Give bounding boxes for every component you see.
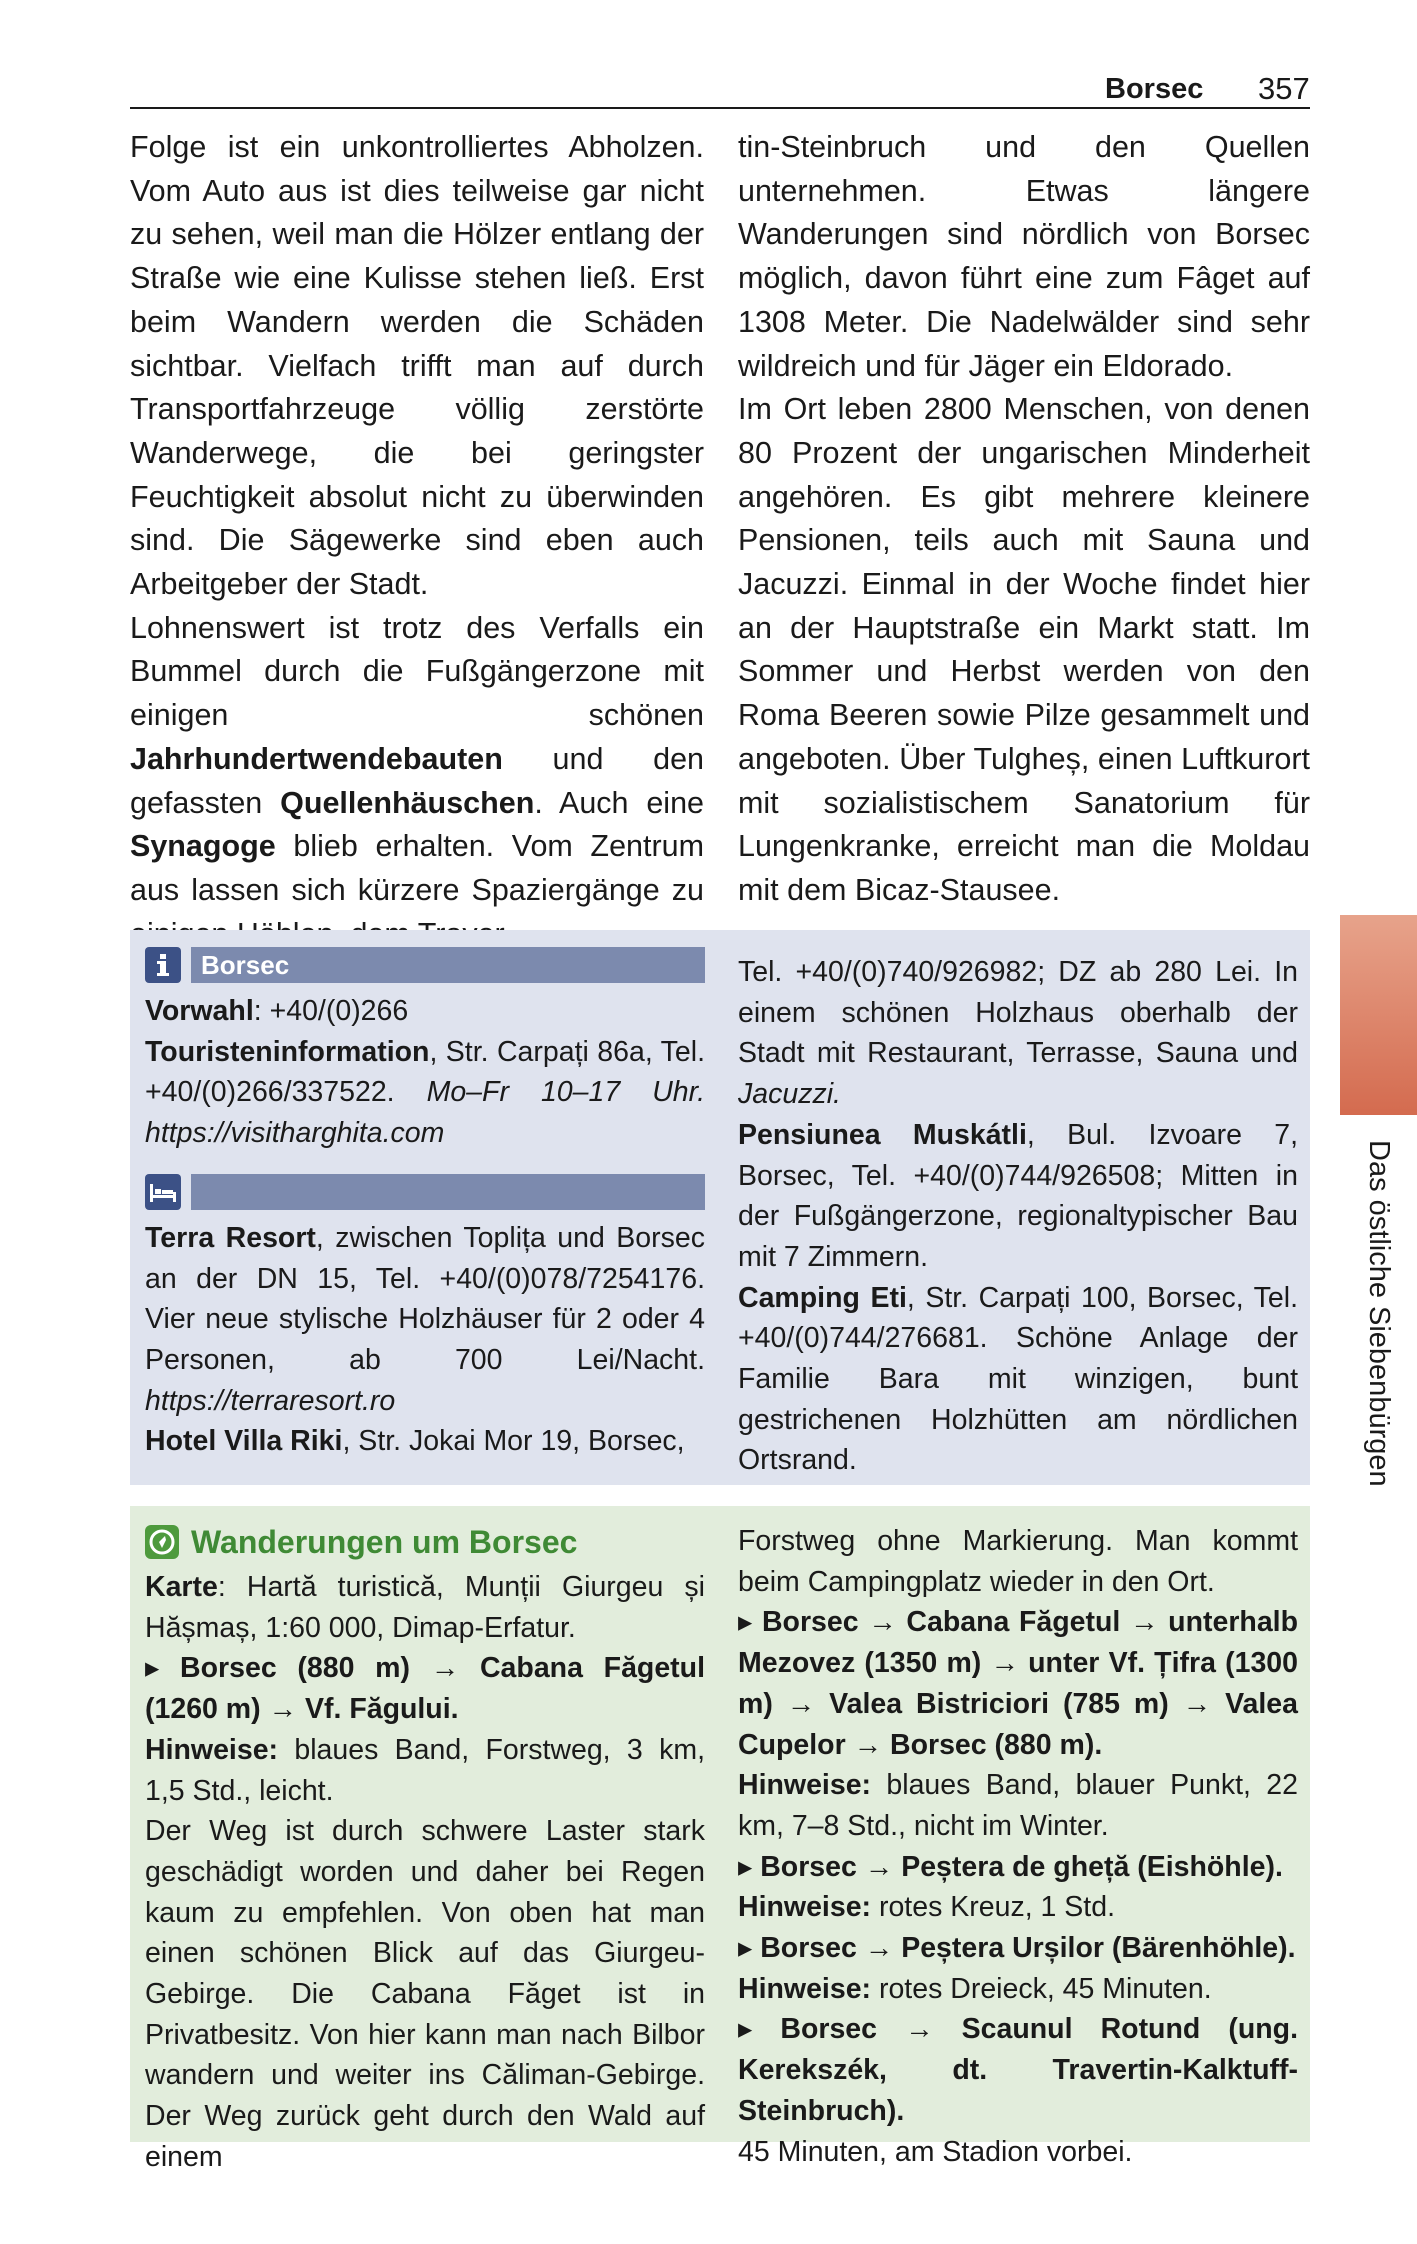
tourist-info-entry	[145, 1032, 705, 1154]
bold-term: Quellenhäuschen	[280, 785, 535, 820]
route-hint	[738, 1969, 1298, 2010]
running-header-title: Borsec	[1105, 73, 1204, 105]
route-hint	[738, 1765, 1298, 1846]
label: Pensiunea Muskátli	[738, 1118, 1027, 1151]
label: Hinweise:	[145, 1733, 279, 1766]
value: rotes Dreieck, 45 Minuten.	[871, 1972, 1212, 2005]
map-entry	[145, 1567, 705, 1648]
paragraph: Folge ist ein unkontrolliertes Abholzen. Vom Auto aus ist dies teilweise gar nicht zu sehen, weil man die Hölzer entlang der Straße wie eine Kulisse stehen ließ. Erst beim Wandern werden die Schäden sichtbar. Vielfach trifft man auf durch Transportfahrzeuge völlig zerstörte Wanderwege, die bei geringster Feuchtigkeit absolut nicht zu überwinden sind. Die Sägewerke sind eben auch Arbeitgeber der Stadt.	[130, 130, 704, 602]
value: , Bul. Izvoare 7, Borsec, Tel. +40/(0)744/926508; Mitten in der Fußgängerzone, regionaltypischer Bau mit 7 Zimmern.	[738, 1118, 1298, 1273]
bold-term: Jahrhundertwendebauten	[130, 741, 503, 776]
body-column-right	[738, 126, 1310, 913]
value: blaues Band, blauer Punkt, 22 km, 7–8 Std., nicht im Winter.	[738, 1769, 1298, 1842]
label: Camping Eti	[738, 1281, 907, 1314]
route-hint	[145, 1730, 705, 1811]
paragraph: Im Ort leben 2800 Menschen, von denen 80 Prozent der ungarischen Minderheit angehören. Es gibt mehrere kleinere Pensionen, teils auch mit Sauna und Jacuzzi. Einmal in der Woche findet hier an der Hauptstraße ein Markt statt. Im Sommer und Herbst werden von den Roma Beeren sowie Pilze gesammelt und angeboten. Über Tulgheș, einen Luftkurort mit sozialistischem Sanatorium für Lungenkranke, erreicht man die Moldau mit dem Bicaz-Stausee.	[738, 392, 1310, 907]
label: Hotel Villa Riki	[145, 1425, 343, 1458]
bold-term: Synagoge	[130, 829, 276, 864]
text: Lohnenswert ist trotz des Verfalls ein Bummel durch die Fußgängerzone mit einigen schönen	[130, 610, 704, 733]
value: rotes Kreuz, 1 Std.	[871, 1891, 1115, 1924]
route: ▸ Borsec (880 m) → Cabana Făgetul (1260 m) → Vf. Făgului.	[145, 1652, 705, 1726]
paragraph	[130, 607, 704, 957]
route-hint: 45 Minuten, am Stadion vorbei.	[738, 2135, 1133, 2168]
info-icon	[145, 947, 181, 983]
value: Tel. +40/(0)740/926982; DZ ab 280 Lei. In einem schönen Holzhaus oberhalb der Stadt mit Restaurant, Terrasse, Sauna und	[738, 956, 1298, 1070]
info-column-right	[738, 952, 1298, 1481]
value: blaues Band, Forstweg, 3 km, 1,5 Std., leicht.	[145, 1733, 705, 1807]
label: Hinweise:	[738, 1769, 872, 1802]
info-section-title: Borsec	[191, 947, 705, 983]
body-column-left	[130, 126, 704, 956]
opening-hours: Mo–Fr 10–17 Uhr. https://visitharghita.com	[145, 1076, 705, 1150]
paragraph: tin-Steinbruch und den Quellen unternehmen. Etwas längere Wanderungen sind nördlich von Borsec möglich, davon führt eine zum Fâget auf 1308 Meter. Die Nadelwälder sind sehr wildreich und für Jäger ein Eldorado.	[738, 130, 1310, 383]
route-description: Der Weg ist durch schwere Laster stark geschädigt worden und daher bei Regen kaum zu empfehlen. Von oben hat man einen schönen Blick auf das Giurgeu-Gebirge. Die Cabana Făget ist in Privatbesitz. Von hier kann man nach Bilbor wandern und weiter ins Căliman-Gebirge. Der Weg zurück geht durch den Wald auf einem	[145, 1815, 705, 2173]
info-column-left	[145, 945, 705, 1462]
value: , zwischen Toplița und Borsec an der DN 15, Tel. +40/(0)078/7254176. Vier neue stylische Holzhäuser für 2 oder 4 Personen, ab 700 Lei/Nacht.	[145, 1221, 705, 1376]
info-section-header	[145, 945, 705, 985]
label: Hinweise:	[738, 1972, 872, 2005]
hiking-column-right	[738, 1521, 1298, 2172]
value: : Hartă turistică, Munții Giurgeu și Hășmaș, 1:60 000, Dimap-Erfatur.	[145, 1571, 705, 1644]
lodging-entry	[738, 1278, 1298, 1482]
bed-icon	[145, 1174, 181, 1210]
hiking-header	[145, 1521, 705, 1563]
label: Hinweise:	[738, 1891, 872, 1924]
route: ▸ Borsec → Peștera Urșilor (Bärenhöhle).	[738, 1932, 1296, 1965]
label: Karte	[145, 1571, 218, 1603]
route: ▸ Borsec → Cabana Făgetul → unterhalb Mezovez (1350 m) → unter Vf. Țifra (1300 m) → Valea Bistriciori (785 m) → Valea Cupelor → Borsec (880 m).	[738, 1606, 1298, 1761]
chapter-thumb-tab	[1340, 915, 1417, 1115]
label: Terra Resort	[145, 1221, 316, 1254]
text: und den gefassten	[130, 741, 704, 820]
lodging-entry	[738, 1115, 1298, 1278]
lodging-entry	[145, 1421, 705, 1462]
route-description-cont: Forstweg ohne Markierung. Man kommt beim Campingplatz wieder in den Ort.	[738, 1525, 1298, 1598]
lodging-entry-cont	[738, 952, 1298, 1115]
route: ▸ Borsec → Scaunul Rotund (ung. Kerekszék, dt. Travertin-Kalktuff-Steinbruch).	[738, 2013, 1298, 2127]
vorwahl-entry	[145, 991, 705, 1032]
hiking-title: Wanderungen um Borsec	[191, 1523, 578, 1560]
text: . Auch eine	[534, 785, 704, 820]
label: Touristeninformation	[145, 1035, 430, 1068]
value: , Str. Carpați 86a, Tel. +40/(0)266/337522.	[145, 1035, 705, 1109]
value: , Str. Jokai Mor 19, Borsec,	[342, 1425, 685, 1458]
italic-term: Jacuzzi.	[738, 1078, 841, 1111]
chapter-side-label: Das östliche Siebenbürgen	[1363, 1140, 1395, 1487]
value: : +40/(0)266	[253, 995, 409, 1027]
hiking-column-left	[145, 1521, 705, 2178]
route-title	[738, 1928, 1298, 1969]
text: blieb erhalten. Vom Zentrum aus lassen sich kürzere Spaziergänge zu	[130, 829, 704, 907]
route-title	[738, 2009, 1298, 2131]
lodging-section-header	[145, 1172, 705, 1212]
lodging-entry	[145, 1218, 705, 1422]
lodging-section-bar	[191, 1174, 705, 1210]
route-title	[738, 1602, 1298, 1765]
url: https://terraresort.ro	[145, 1384, 396, 1417]
route-title	[145, 1648, 705, 1729]
route: ▸ Borsec → Peștera de gheță (Eishöhle).	[738, 1850, 1283, 1883]
value: , Str. Carpați 100, Borsec, Tel. +40/(0)744/276681. Schöne Anlage der Familie Bara mit winzigen, bunt gestrichenen Holzhütten am nördlichen Ortsrand.	[738, 1281, 1298, 1477]
route-hint	[738, 1887, 1298, 1928]
header-rule	[130, 107, 1310, 109]
compass-icon	[145, 1525, 179, 1559]
route-title	[738, 1847, 1298, 1888]
label: Vorwahl	[145, 995, 254, 1027]
page-number: 357	[1258, 71, 1310, 106]
